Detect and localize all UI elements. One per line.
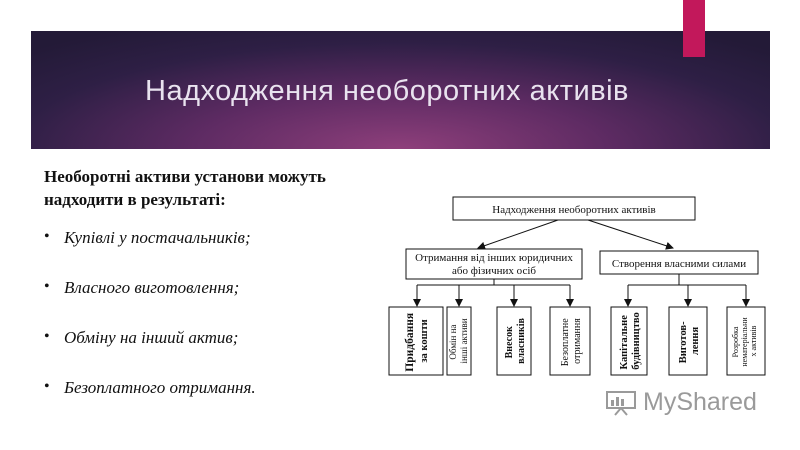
leaf-manufacturing-label-2: лення <box>690 326 701 356</box>
leaf-free-receipt-label-2: отримання <box>572 318 583 364</box>
root-label: Надходження необоротних активів <box>492 204 656 216</box>
bullet-own-production: • Власного виготовлення; <box>44 278 256 328</box>
svg-text:Обмін на інші активи <box>448 318 469 363</box>
svg-text:Внесок власників <box>504 318 527 364</box>
leaf-construction-label-2: будівництво <box>631 312 642 370</box>
leaf-development-label-1: Розробка <box>731 326 740 358</box>
watermark-text: MyShared <box>643 388 757 416</box>
leaf-contribution-label-2: власників <box>516 318 527 364</box>
leaf-purchase-node <box>389 307 443 375</box>
intro-text: Необоротні активи установи можуть надходити в результаті: <box>44 167 326 209</box>
leaf-contribution-label-1: Внесок <box>504 326 515 359</box>
branch-own-label: Створення власними силами <box>611 258 747 270</box>
leaf-purchase-label-2: за кошти <box>419 319 430 363</box>
leaf-exchange-label-2: інші активи <box>459 318 469 364</box>
leaf-free-receipt-label-1: Безоплатне <box>560 318 571 367</box>
svg-text:Безоплатне отримання <box>560 316 583 366</box>
slide-title: Надходження необоротних активів <box>145 75 629 107</box>
leaf-purchase-label-1: Придбання <box>404 312 416 372</box>
branch-external-label-2: або фізичних осіб <box>451 265 537 277</box>
watermark <box>605 388 757 417</box>
leaf-construction-label-1: Капітальне <box>619 315 630 370</box>
bullet-exchange: • Обміну на інший актив; <box>44 328 256 378</box>
bullet-free-receipt: • Безоплатного отримання. <box>44 378 256 428</box>
leaf-development-label-2: нематеріальни <box>740 317 749 367</box>
leaf-manufacturing-label-1: Виготов- <box>678 321 689 364</box>
accent-tab <box>683 0 705 57</box>
presentation-board-icon <box>605 390 637 416</box>
branch-external-label-1: Отримання від інших юридичних <box>415 252 573 264</box>
svg-text:Капітальне будівництво <box>619 312 642 370</box>
bullet-purchase: • Купівлі у постачальників; <box>44 228 256 278</box>
leaf-exchange-label-1: Обмін на <box>448 324 458 360</box>
acquisition-flow-diagram <box>383 185 775 383</box>
bullet-list <box>44 228 256 428</box>
leaf-development-label-3: х активів <box>749 325 758 357</box>
